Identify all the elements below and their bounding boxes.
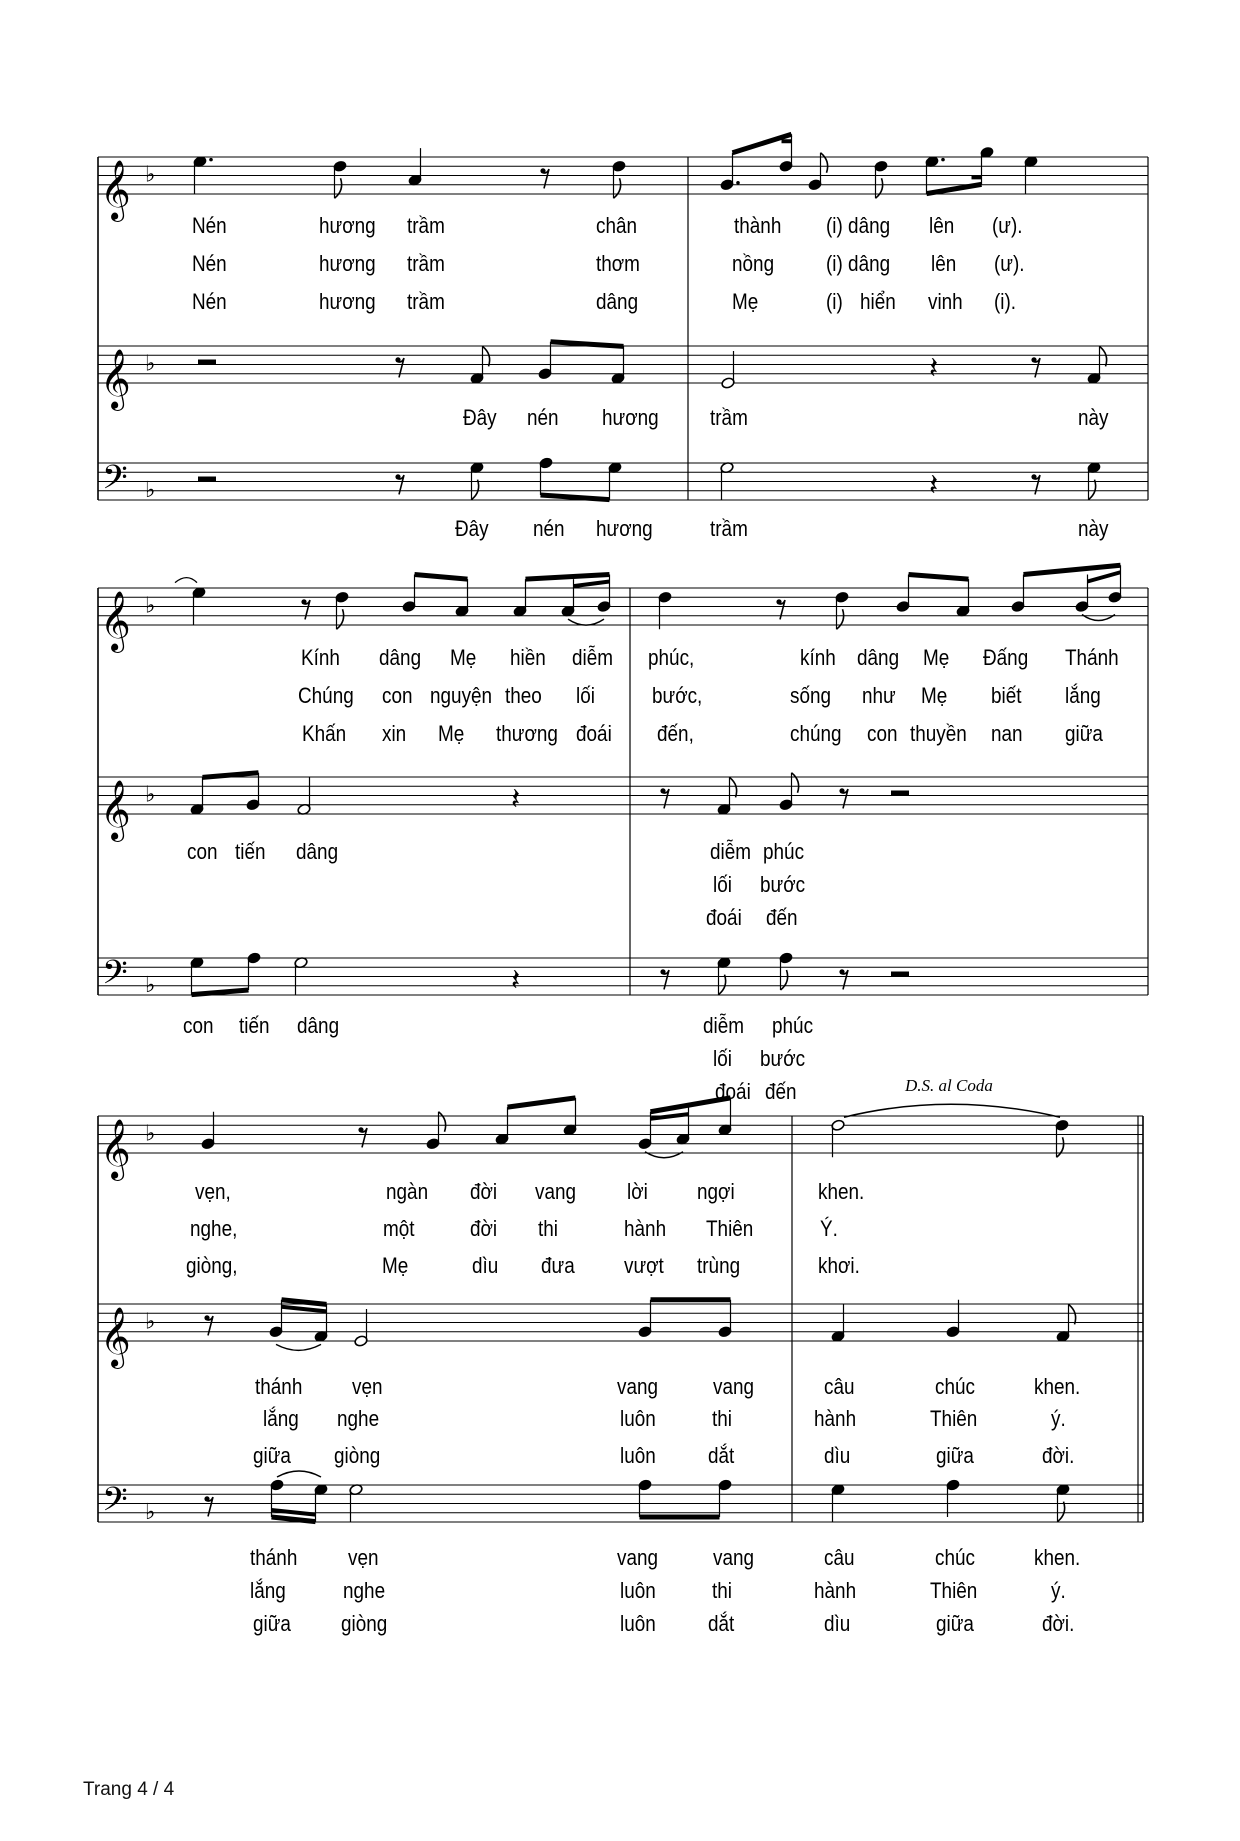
flat-icon: ♭ — [145, 1499, 156, 1525]
lyric-bass-verse-2: bước — [760, 1046, 806, 1071]
lyric-soprano-verse-3: đến, — [657, 721, 694, 746]
lyric-soprano-verse-1: diễm — [572, 645, 614, 670]
lyric-bass-verse-1: này — [1078, 516, 1109, 541]
lyric-bass-verse-1: nén — [533, 516, 565, 541]
lyric-soprano-verse-2: bước, — [652, 683, 703, 708]
treble-clef-icon: 𝄞 — [100, 1307, 131, 1367]
lyric-soprano-verse-3: (i) — [826, 289, 843, 314]
lyric-alto-verse-2: hành — [814, 1406, 857, 1431]
lyric-soprano-verse-3: dìu — [472, 1253, 499, 1278]
lyric-bass-verse-1: Đây — [455, 516, 489, 541]
lyric-soprano-verse-3: chúng — [790, 721, 842, 746]
lyric-soprano-verse-1: Mẹ — [923, 645, 950, 670]
lyric-soprano-verse-1: kính — [800, 645, 836, 670]
lyric-alto-verse-2: Thiên — [930, 1406, 978, 1431]
lyric-bass-verse-2: lắng — [250, 1578, 286, 1603]
lyric-alto-verse-2: nghe — [337, 1406, 380, 1431]
lyric-soprano-verse-2: đời — [470, 1216, 498, 1241]
lyric-bass-verse-3: giữa — [253, 1611, 291, 1636]
lyric-soprano-verse-2: (ư). — [994, 251, 1025, 276]
lyric-bass-verse-2: lối — [713, 1046, 732, 1071]
lyric-alto-verse-1: tiến — [235, 839, 266, 864]
lyric-soprano-verse-3: giữa — [1065, 721, 1103, 746]
flat-icon: ♭ — [145, 593, 156, 619]
lyric-soprano-verse-2: Thiên — [706, 1216, 754, 1241]
lyric-soprano-verse-2: theo — [505, 683, 542, 708]
lyric-alto-verse-1: Đây — [463, 405, 497, 430]
lyric-bass-verse-1: hương — [596, 516, 653, 541]
lyric-soprano-verse-1: hiền — [510, 645, 546, 670]
lyric-soprano-verse-3: đưa — [541, 1253, 575, 1278]
lyric-soprano-verse-1: hương — [319, 213, 376, 238]
svg-text:𝄽: 𝄽 — [511, 962, 521, 998]
bass-clef-icon: 𝄢 — [102, 458, 128, 505]
lyric-alto-verse-3: đến — [766, 905, 798, 930]
treble-clef-icon: 𝄞 — [100, 349, 131, 409]
lyric-bass-verse-2: luôn — [620, 1578, 656, 1603]
lyric-soprano-verse-3: vinh — [928, 289, 963, 314]
lyric-soprano-verse-3: Mẹ — [732, 289, 759, 314]
lyric-soprano-verse-2: sống — [790, 683, 832, 708]
lyric-bass-verse-1: vang — [713, 1545, 755, 1570]
lyric-alto-verse-1: vang — [713, 1374, 755, 1399]
svg-text:𝄽: 𝄽 — [929, 467, 939, 503]
flat-icon: ♭ — [145, 972, 156, 998]
lyric-soprano-verse-2: lối — [576, 683, 595, 708]
lyric-bass-verse-1: con — [183, 1013, 214, 1038]
lyric-bass-verse-1: vẹn — [348, 1545, 379, 1570]
lyric-alto-verse-2: bước — [760, 872, 806, 897]
lyric-soprano-verse-2: lên — [931, 251, 957, 276]
lyric-soprano-verse-1: chân — [596, 213, 638, 238]
bass-clef-icon: 𝄢 — [102, 1480, 128, 1527]
lyric-soprano-verse-3: vượt — [624, 1253, 664, 1278]
lyric-alto-verse-3: dìu — [824, 1443, 851, 1468]
treble-clef-icon: 𝄞 — [100, 780, 131, 840]
lyric-soprano-verse-2: trầm — [407, 251, 445, 276]
lyric-soprano-verse-1: Thánh — [1065, 645, 1119, 670]
lyric-alto-verse-3: luôn — [620, 1443, 656, 1468]
flat-icon: ♭ — [145, 782, 156, 808]
system-1 — [98, 134, 1148, 505]
lyric-soprano-verse-3: Mẹ — [382, 1253, 409, 1278]
lyric-alto-verse-1: nén — [527, 405, 559, 430]
lyric-bass-verse-3: luôn — [620, 1611, 656, 1636]
lyric-soprano-verse-1: khen. — [818, 1179, 865, 1204]
flat-icon: ♭ — [145, 1309, 156, 1335]
lyric-bass-verse-1: khen. — [1034, 1545, 1081, 1570]
lyric-bass-verse-1: phúc — [772, 1013, 814, 1038]
lyric-soprano-verse-2: một — [383, 1216, 415, 1241]
lyric-alto-verse-1: trầm — [710, 405, 748, 430]
lyric-soprano-verse-2: như — [862, 683, 896, 708]
ds-al-coda-direction: D.S. al Coda — [905, 1076, 993, 1095]
lyric-alto-verse-1: này — [1078, 405, 1109, 430]
svg-text:𝄽: 𝄽 — [511, 781, 521, 817]
lyric-soprano-verse-2: nghe, — [190, 1216, 238, 1241]
lyric-alto-verse-1: chúc — [935, 1374, 975, 1399]
flat-icon: ♭ — [145, 477, 156, 503]
lyric-soprano-verse-3: trùng — [697, 1253, 741, 1278]
lyric-alto-verse-1: dâng — [296, 839, 339, 864]
lyric-bass-verse-3: giữa — [936, 1611, 974, 1636]
lyric-soprano-verse-2: con — [382, 683, 413, 708]
lyric-soprano-verse-2: Mẹ — [921, 683, 948, 708]
lyric-soprano-verse-2: hành — [624, 1216, 667, 1241]
lyric-soprano-verse-2: biết — [991, 683, 1022, 708]
lyric-soprano-verse-1: lên — [929, 213, 955, 238]
lyric-bass-verse-1: câu — [824, 1545, 855, 1570]
lyric-soprano-verse-1: Mẹ — [450, 645, 477, 670]
lyric-soprano-verse-1: vang — [535, 1179, 577, 1204]
lyric-soprano-verse-1: (ư). — [992, 213, 1023, 238]
lyric-bass-verse-2: ý. — [1051, 1578, 1066, 1603]
lyric-bass-verse-3: giòng — [341, 1611, 388, 1636]
lyric-soprano-verse-2: Ý. — [820, 1216, 838, 1241]
page-number: Trang 4 / 4 — [83, 1779, 175, 1800]
lyric-alto-verse-3: giòng — [334, 1443, 381, 1468]
lyric-soprano-verse-1: vẹn, — [195, 1179, 231, 1204]
lyric-soprano-verse-2: nồng — [732, 251, 775, 276]
lyric-soprano-verse-1: lời — [627, 1179, 648, 1204]
lyric-soprano-verse-1: dâng — [379, 645, 422, 670]
lyric-soprano-verse-1: phúc, — [648, 645, 695, 670]
lyric-alto-verse-2: luôn — [620, 1406, 656, 1431]
lyric-soprano-verse-1: dâng — [857, 645, 900, 670]
lyric-soprano-verse-2: nguyện — [430, 683, 493, 708]
lyric-bass-verse-3: đoái — [715, 1079, 751, 1104]
bass-clef-icon: 𝄢 — [102, 953, 128, 1000]
lyric-alto-verse-1: con — [187, 839, 218, 864]
lyric-soprano-verse-1: đời — [470, 1179, 498, 1204]
lyric-soprano-verse-1: thành — [734, 213, 782, 238]
lyric-soprano-verse-1: ngợi — [697, 1179, 735, 1204]
lyric-bass-verse-2: hành — [814, 1578, 857, 1603]
lyric-soprano-verse-3: Nén — [192, 289, 227, 314]
lyric-soprano-verse-3: thương — [496, 721, 558, 746]
treble-clef-icon: 𝄞 — [100, 160, 131, 220]
lyric-soprano-verse-2: hương — [319, 251, 376, 276]
treble-clef-icon: 𝄞 — [100, 1119, 131, 1179]
lyric-alto-verse-2: ý. — [1051, 1406, 1066, 1431]
lyric-alto-verse-2: thi — [712, 1406, 732, 1431]
lyric-soprano-verse-3: con — [867, 721, 898, 746]
lyric-soprano-verse-1: trầm — [407, 213, 445, 238]
lyric-bass-verse-1: chúc — [935, 1545, 975, 1570]
lyric-soprano-verse-1: ngàn — [386, 1179, 429, 1204]
lyric-bass-verse-1: thánh — [250, 1545, 298, 1570]
lyric-soprano-verse-2: Chúng — [298, 683, 354, 708]
lyric-soprano-verse-3: hương — [319, 289, 376, 314]
lyric-soprano-verse-3: Mẹ — [438, 721, 465, 746]
system-2 — [98, 565, 1148, 1000]
lyric-soprano-verse-3: đoái — [576, 721, 612, 746]
lyric-soprano-verse-3: thuyền — [910, 721, 967, 746]
lyric-soprano-verse-2: (i) dâng — [826, 251, 891, 276]
lyric-alto-verse-1: hương — [602, 405, 659, 430]
lyric-alto-verse-3: đời. — [1042, 1443, 1075, 1468]
lyric-soprano-verse-3: khơi. — [818, 1253, 860, 1278]
treble-clef-icon: 𝄞 — [100, 591, 131, 651]
flat-icon: ♭ — [145, 162, 156, 188]
lyric-bass-verse-2: nghe — [343, 1578, 386, 1603]
lyric-bass-verse-2: Thiên — [930, 1578, 978, 1603]
lyric-alto-verse-1: thánh — [255, 1374, 303, 1399]
lyric-soprano-verse-3: dâng — [596, 289, 639, 314]
lyric-bass-verse-3: đến — [765, 1079, 797, 1104]
lyric-alto-verse-3: giữa — [936, 1443, 974, 1468]
lyric-alto-verse-3: giữa — [253, 1443, 291, 1468]
lyric-alto-verse-2: lắng — [263, 1406, 299, 1431]
lyric-bass-verse-1: dâng — [297, 1013, 340, 1038]
lyric-alto-verse-3: đoái — [706, 905, 742, 930]
lyric-soprano-verse-1: (i) dâng — [826, 213, 891, 238]
lyric-alto-verse-1: câu — [824, 1374, 855, 1399]
lyric-soprano-verse-3: trầm — [407, 289, 445, 314]
lyric-soprano-verse-3: Khấn — [302, 721, 347, 746]
lyric-alto-verse-1: vẹn — [352, 1374, 383, 1399]
lyric-soprano-verse-3: xin — [382, 721, 407, 746]
lyric-alto-verse-1: phúc — [763, 839, 805, 864]
flat-icon: ♭ — [145, 351, 156, 377]
lyric-soprano-verse-3: hiển — [860, 289, 896, 314]
lyric-alto-verse-3: dắt — [708, 1443, 735, 1468]
lyric-alto-verse-1: vang — [617, 1374, 659, 1399]
lyric-bass-verse-3: dắt — [708, 1611, 735, 1636]
lyric-soprano-verse-1: Nén — [192, 213, 227, 238]
lyric-alto-verse-2: lối — [713, 872, 732, 897]
lyric-soprano-verse-2: lắng — [1065, 683, 1101, 708]
lyric-soprano-verse-2: thi — [538, 1216, 558, 1241]
lyric-bass-verse-2: thi — [712, 1578, 732, 1603]
lyric-bass-verse-3: dìu — [824, 1611, 851, 1636]
lyric-bass-verse-3: đời. — [1042, 1611, 1075, 1636]
lyric-alto-verse-1: khen. — [1034, 1374, 1081, 1399]
lyric-soprano-verse-1: Đấng — [983, 645, 1029, 670]
lyric-soprano-verse-2: Nén — [192, 251, 227, 276]
flat-icon: ♭ — [145, 1121, 156, 1147]
lyric-bass-verse-1: trầm — [710, 516, 748, 541]
lyric-soprano-verse-3: nan — [991, 721, 1023, 746]
lyric-bass-verse-1: tiến — [239, 1013, 270, 1038]
lyric-soprano-verse-1: Kính — [301, 645, 340, 670]
lyric-soprano-verse-3: giòng, — [186, 1253, 238, 1278]
lyric-bass-verse-1: vang — [617, 1545, 659, 1570]
svg-text:𝄽: 𝄽 — [929, 350, 939, 386]
lyric-soprano-verse-2: thơm — [596, 251, 640, 276]
lyric-soprano-verse-3: (i). — [994, 289, 1017, 314]
lyric-alto-verse-1: diễm — [710, 839, 752, 864]
lyric-bass-verse-1: diễm — [703, 1013, 745, 1038]
